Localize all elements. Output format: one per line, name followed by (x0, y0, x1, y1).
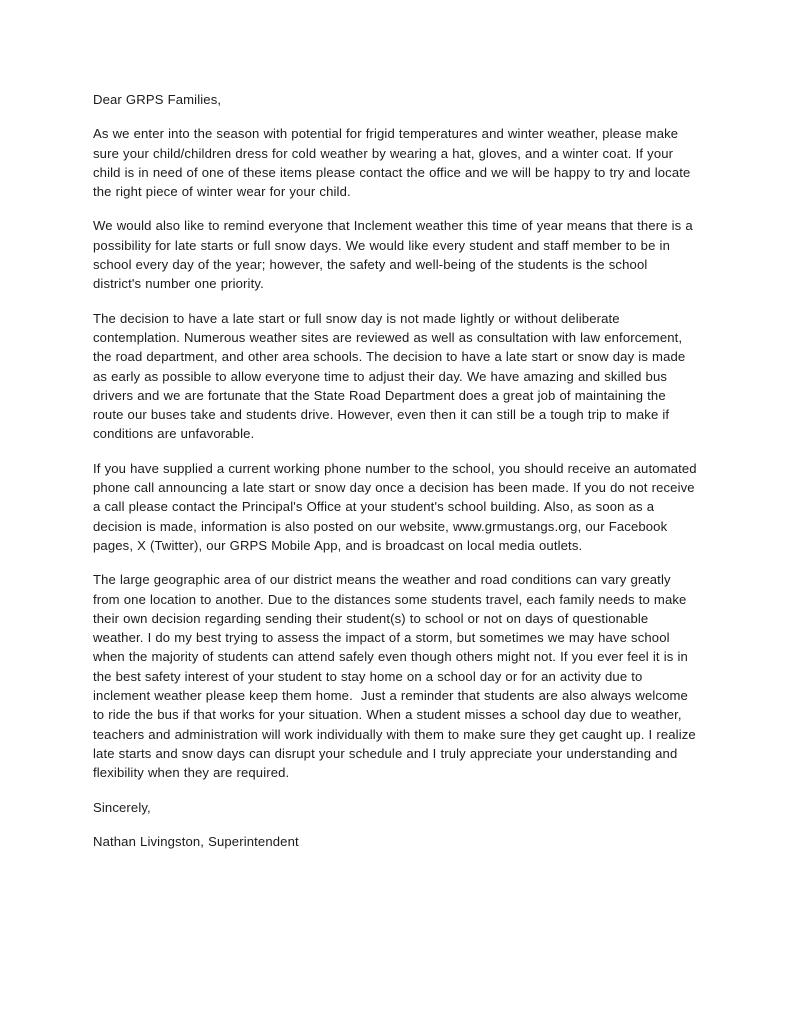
paragraph-inclement-weather: We would also like to remind everyone that Inclement weather this time of year means that there is a possibility for late starts or full snow days. We would like every student and staff member to be in school every day of the year; however, the safety and well-being of the students is the school district's number one priority. (93, 218, 697, 292)
salutation-line: Dear GRPS Families, (93, 92, 222, 107)
paragraph-family-discretion: The large geographic area of our district means the weather and road conditions can vary greatly from one location to another. Due to the distances some students travel, each family needs to make their own decision regarding sending their student(s) to school or not on days of questionable weather. I do my best trying to assess the impact of a storm, but sometimes we may have school when the majority of students can attend safely even though others might not. If you ever feel it is in the best safety interest of your student to stay home on a school day or for an activity due to inclement weather please keep them home. Just a reminder that students are also always welcome to ride the bus if that works for your situation. When a student misses a school day due to weather, teachers and administration will work individually with them to make sure they get caught up. I realize late starts and snow days can disrupt your schedule and I truly appreciate your understanding and flexibility when they are required. (93, 572, 700, 781)
closing-line: Sincerely, (93, 799, 151, 815)
paragraph-notification-channels: If you have supplied a current working phone number to the school, you should receive an automated phone call announcing a late start or snow day once a decision has been made. If you do not receive a call please contact the Principal's Office at your student's school building. Also, as soon as a decision is made, information is also posted on our website, www.grmustangs.org, our Facebook pages, X (Twitter), our GRPS Mobile App, and is broadcast on local media outlets. (93, 460, 701, 553)
signature-line: Nathan Livingston, Superintendent (93, 833, 299, 849)
paragraph-decision-process: The decision to have a late start or full snow day is not made lightly or without deliberate contemplation. Numerous weather sites are reviewed as well as consultation with law enforcement, the road department, and other area schools. The decision to have a late start or snow day is made as early as possible to allow everyone time to adjust their day. We have amazing and skilled bus drivers and we are fortunate that the State Road Department does a great job of maintaining the route our buses take and students drive. However, even then it can still be a tough trip to make if conditions are unfavorable. (93, 310, 690, 442)
paragraph-winter-clothing: As we enter into the season with potential for frigid temperatures and winter weather, please make sure your child/children dress for cold weather by wearing a hat, gloves, and a winter coat. If your child is in need of one of these items please contact the office and we will be happy to try and locate the right piece of winter wear for your child. (93, 126, 695, 200)
letter-body (93, 90, 701, 851)
